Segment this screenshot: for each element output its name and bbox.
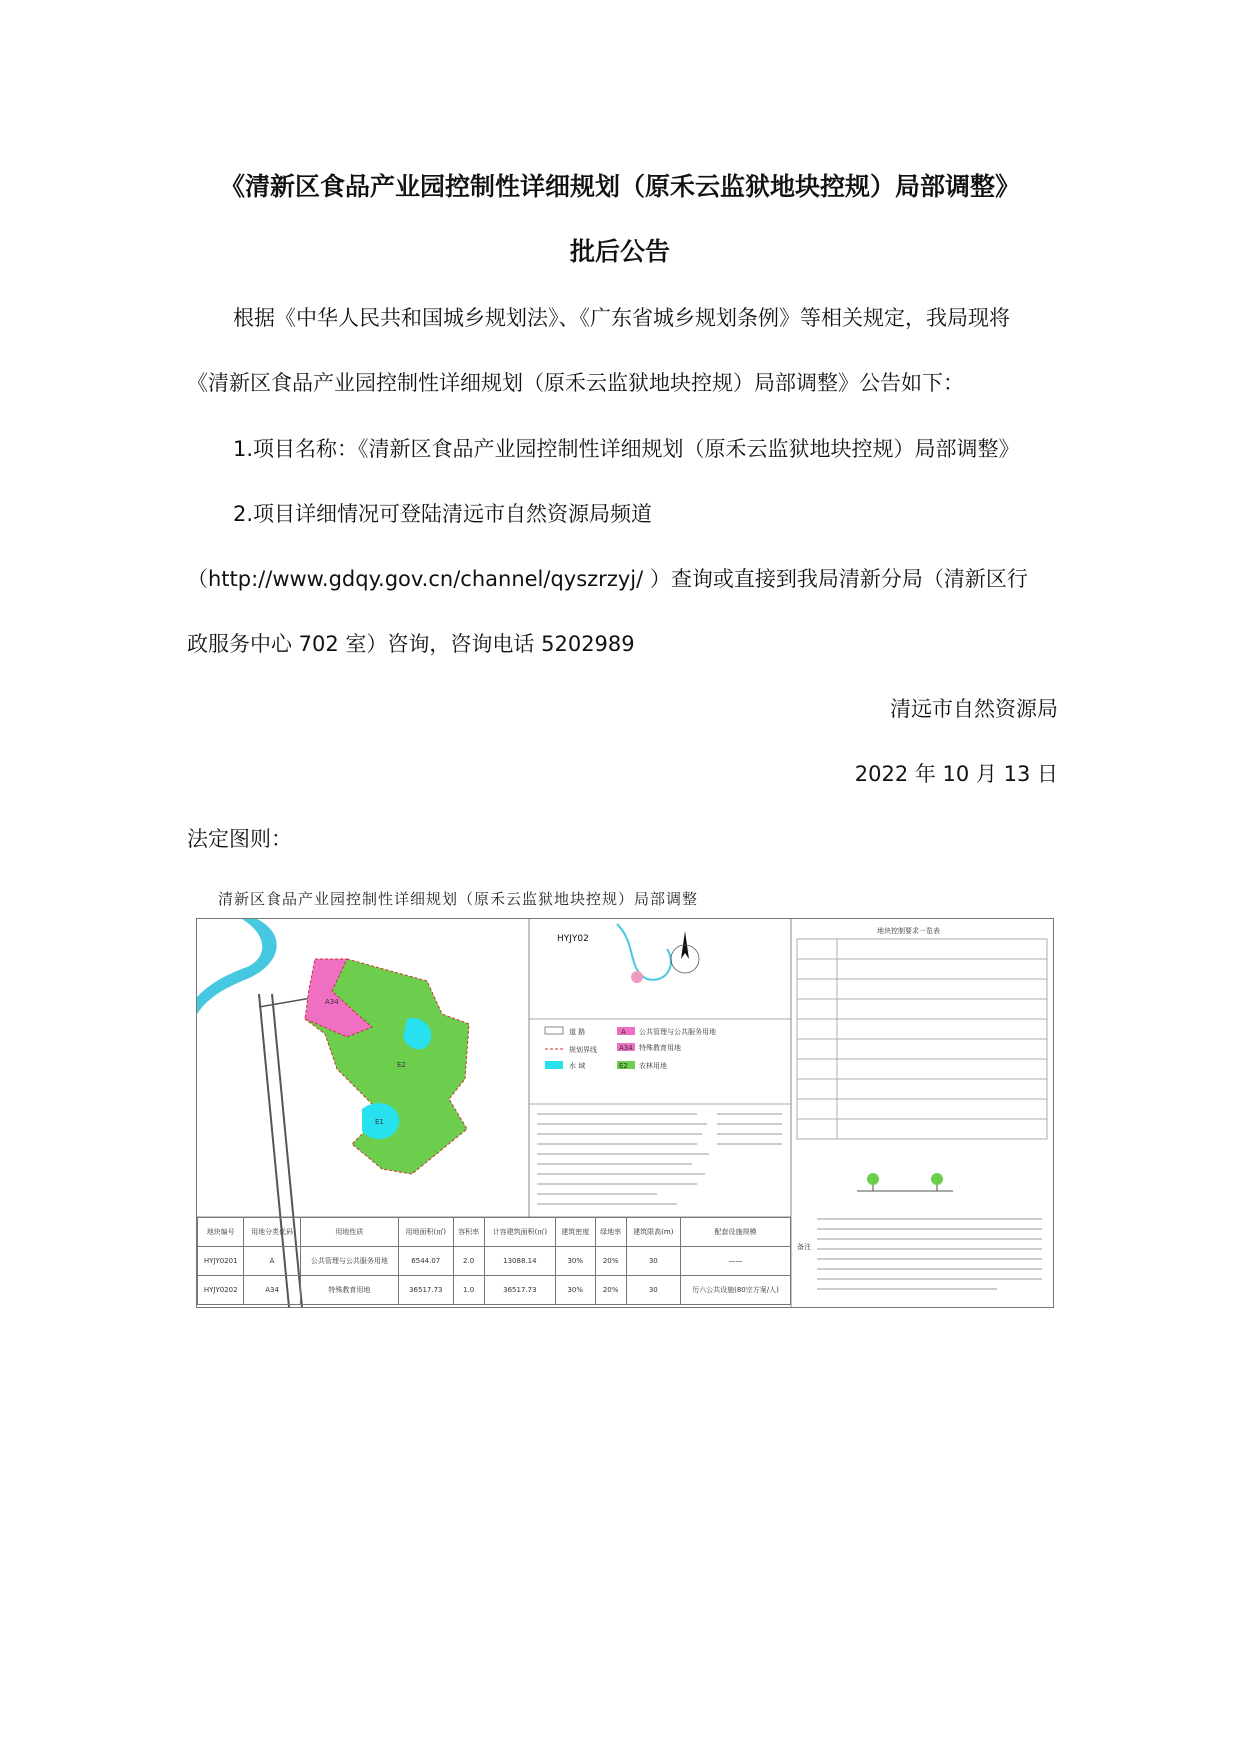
road-section-drawing (857, 1173, 953, 1191)
paragraph-1-line-1: 根据《中华人民共和国城乡规划法》、《广东省城乡规划条例》等相关规定，我局现将 (233, 306, 1010, 330)
map-label-a34: A34 (325, 998, 339, 1006)
legend-a-swatch (617, 1027, 635, 1035)
document-title: 《清新区食品产业园控制性详细规划（原禾云监狱地块控规）局部调整》 (219, 172, 1020, 201)
river-shape (197, 919, 277, 1014)
item-2-line-3: 政服务中心 702 室）咨询，咨询电话 5202989 (187, 632, 635, 656)
signature-date: 2022 年 10 月 13 日 (854, 762, 1058, 786)
svg-text:公共管理与公共服务用地: 公共管理与公共服务用地 (639, 1028, 716, 1036)
signature-org: 清远市自然资源局 (890, 697, 1058, 721)
paragraph-1-line-2: 《清新区食品产业园控制性详细规划（原禾云监狱地块控规）局部调整》公告如下： (187, 371, 964, 395)
svg-text:特殊教育用地: 特殊教育用地 (639, 1044, 681, 1052)
item-2-line-2: （http://www.gdqy.gov.cn/channel/qyszrzyj/ ）查询或直接到我局清新分局（清新区行 (187, 567, 1028, 591)
svg-text:道 路: 道 路 (569, 1028, 586, 1036)
figure-title: 清新区食品产业园控制性详细规划（原禾云监狱地块控规）局部调整 (218, 890, 699, 908)
table-row: HYJY0201 A 公共管理与公共服务用地 6544.07 2.0 13088.14 30% 20% 30 —— (198, 1247, 791, 1276)
document-subtitle: 批后公告 (569, 237, 670, 266)
control-table-title: 地块控制要求一览表 (877, 927, 940, 935)
north-arrow-icon (671, 931, 699, 973)
statutory-plan-figure (196, 918, 1054, 1308)
svg-text:农林用地: 农林用地 (639, 1062, 667, 1070)
svg-text:水 域: 水 域 (569, 1062, 586, 1070)
svg-text:E2: E2 (619, 1062, 628, 1070)
notes-label: 备注 (797, 1243, 811, 1251)
legend-road-swatch (545, 1027, 563, 1034)
plot-id: HYJY02 (557, 934, 589, 944)
svg-text:A34: A34 (619, 1044, 633, 1052)
svg-text:A: A (621, 1028, 626, 1036)
item-1: 1.项目名称：《清新区食品产业园控制性详细规划（原禾云监狱地块控规）局部调整》 (233, 437, 1020, 461)
legend-water-swatch (545, 1061, 563, 1069)
map-label-e2: E2 (397, 1061, 406, 1069)
item-2-line-1: 2.项目详细情况可登陆清远市自然资源局频道 (233, 502, 653, 526)
figure-label: 法定图则： (187, 827, 292, 851)
table-row: HYJY0202 A34 特殊教育用地 36517.73 1.0 36517.73 30% 20% 30 历六公共设施(80宗方案/人) (198, 1276, 791, 1305)
svg-text:规划界线: 规划界线 (569, 1046, 597, 1054)
table-header-row: 地块编号 用地分类代码 用地性质 用地面积(㎡) 容积率 计容建筑面积(㎡) 建筑密度 绿地率 建筑限高(m) 配套设施规模 (198, 1218, 791, 1247)
land-use-table (197, 1217, 791, 1305)
map-label-e1: E1 (375, 1118, 384, 1126)
